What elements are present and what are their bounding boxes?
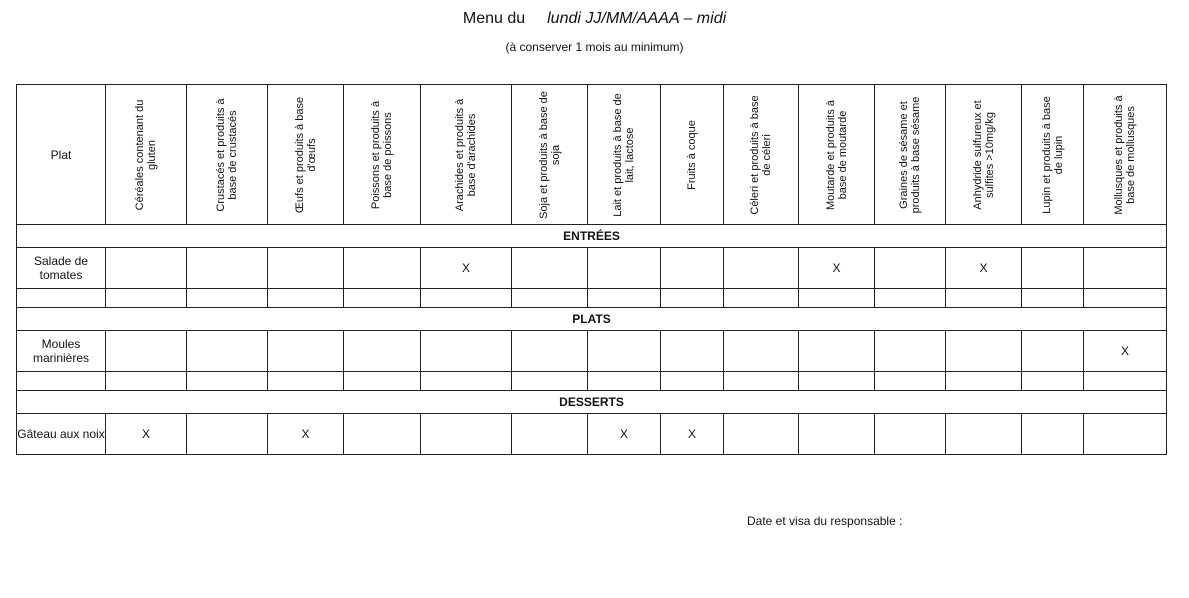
allergen-cell [344,248,421,289]
menu-title-prefix: Menu du [462,10,526,27]
dish-name: Salade de tomates [17,248,106,289]
allergen-cell [421,331,512,372]
dish-name: Moules marinières [17,331,106,372]
allergen-cell: X [268,414,344,455]
empty-cell [344,289,421,308]
allergen-cell: X [661,414,724,455]
allergen-cell: X [799,248,875,289]
allergen-cell [187,331,268,372]
allergen-cell: X [421,248,512,289]
section-row-plats [17,308,1167,331]
section-title: ENTRÉES [17,225,1167,248]
empty-cell [799,372,875,391]
allergen-cell [724,414,799,455]
allergen-cell [875,248,946,289]
empty-cell [661,289,724,308]
dish-row [17,248,1167,289]
allergen-cell [661,248,724,289]
empty-cell [421,372,512,391]
allergen-cell: X [946,248,1022,289]
empty-cell [724,372,799,391]
empty-cell [344,372,421,391]
section-title: DESSERTS [17,391,1167,414]
section-row-desserts [17,391,1167,414]
empty-cell [1084,289,1167,308]
empty-cell [421,289,512,308]
empty-cell [17,372,106,391]
allergen-cell: X [106,414,187,455]
empty-cell [588,372,661,391]
section-title: PLATS [17,308,1167,331]
allergen-header-label: Poissons et produits à base de poissons [370,100,394,209]
allergen-header-sesame [875,85,946,225]
allergen-header-label: Crustacés et produits à base de crustacés [215,97,239,212]
allergen-cell [875,331,946,372]
dish-name: Gâteau aux noix [17,414,106,455]
allergen-header-poissons [344,85,421,225]
allergen-cell [799,331,875,372]
allergen-header-label: Œufs et produits à base d'œufs [293,96,318,213]
allergen-header-mollusques [1084,85,1167,225]
allergen-header-celeri [724,85,799,225]
empty-cell [724,289,799,308]
empty-cell [106,289,187,308]
dish-row [17,414,1167,455]
allergen-header-label: Céréales contenant du gluten [134,99,158,210]
allergen-cell [724,248,799,289]
allergen-cell [1022,248,1084,289]
empty-cell [268,289,344,308]
allergen-cell [1084,248,1167,289]
allergen-header-label: Lupin et produits à base de lupin [1040,95,1065,214]
allergen-header-crustaces [187,85,268,225]
allergen-cell: X [1084,331,1167,372]
empty-cell [187,372,268,391]
allergen-cell [1022,414,1084,455]
menu-subtitle: (à conserver 1 mois au minimum) [505,40,684,54]
empty-cell [512,372,588,391]
allergen-cell [106,248,187,289]
allergen-cell [588,331,661,372]
allergen-cell [588,248,661,289]
empty-cell [875,372,946,391]
allergen-header-gluten [106,85,187,225]
allergen-header-label: Graines de sésame et produits à base sésame [898,96,922,213]
allergen-cell [1084,414,1167,455]
empty-cell [875,289,946,308]
allergen-cell [661,331,724,372]
allergen-header-label: Arachides et produits à base d'arachides [454,98,478,211]
empty-cell [106,372,187,391]
allergen-cell [268,248,344,289]
allergen-cell [421,414,512,455]
empty-cell [946,289,1022,308]
empty-cell [1084,372,1167,391]
allergen-header-label: Céleri et produits à base de céleri [749,94,773,215]
allergen-header-label: Anhydride sulfureux et sulfites >10mg/kg [971,99,996,210]
signature-label: Date et visa du responsable : [747,514,903,528]
allergen-cell [512,248,588,289]
empty-cell [1022,289,1084,308]
allergen-cell [187,248,268,289]
allergen-cell [512,414,588,455]
allergen-cell [344,331,421,372]
allergen-header-fruits-a-coque [661,85,724,225]
empty-row [17,289,1167,308]
allergen-cell [106,331,187,372]
empty-cell [187,289,268,308]
allergen-header-label: Mollusques et produits à base de mollusques [1113,94,1137,215]
menu-title-date: lundi JJ/MM/AAAA – midi [547,10,727,27]
allergen-header-arachides [421,85,512,225]
allergen-cell [187,414,268,455]
allergen-header-lupin [1022,85,1084,225]
allergen-cell [1022,331,1084,372]
allergen-header-oeufs [268,85,344,225]
allergen-cell [512,331,588,372]
empty-row [17,372,1167,391]
empty-cell [588,289,661,308]
empty-cell [512,289,588,308]
allergen-cell [344,414,421,455]
allergen-header-label: Soja et produits à base de soja [537,90,562,219]
allergen-header-sulfites [946,85,1022,225]
empty-cell [661,372,724,391]
allergen-cell [875,414,946,455]
empty-cell [1022,372,1084,391]
empty-cell [946,372,1022,391]
empty-cell [268,372,344,391]
allergen-cell [946,331,1022,372]
section-row-entrees [17,225,1167,248]
allergen-header-label: Lait et produits à base de lait, lactose [612,92,636,217]
allergen-header-moutarde [799,85,875,225]
dish-row [17,331,1167,372]
menu-title [0,9,1189,29]
allergen-cell: X [588,414,661,455]
allergen-header-label: Moutarde et produits à base de moutarde [824,99,849,210]
allergen-header-label: Fruits à coque [686,119,698,190]
plat-column-header: Plat [17,85,106,225]
empty-cell [799,289,875,308]
allergen-cell [724,331,799,372]
allergen-cell [268,331,344,372]
allergen-cell [946,414,1022,455]
header-row [17,85,1167,225]
allergen-cell [799,414,875,455]
allergen-header-lait [588,85,661,225]
allergen-header-soja [512,85,588,225]
allergen-table [16,84,1167,455]
empty-cell [17,289,106,308]
